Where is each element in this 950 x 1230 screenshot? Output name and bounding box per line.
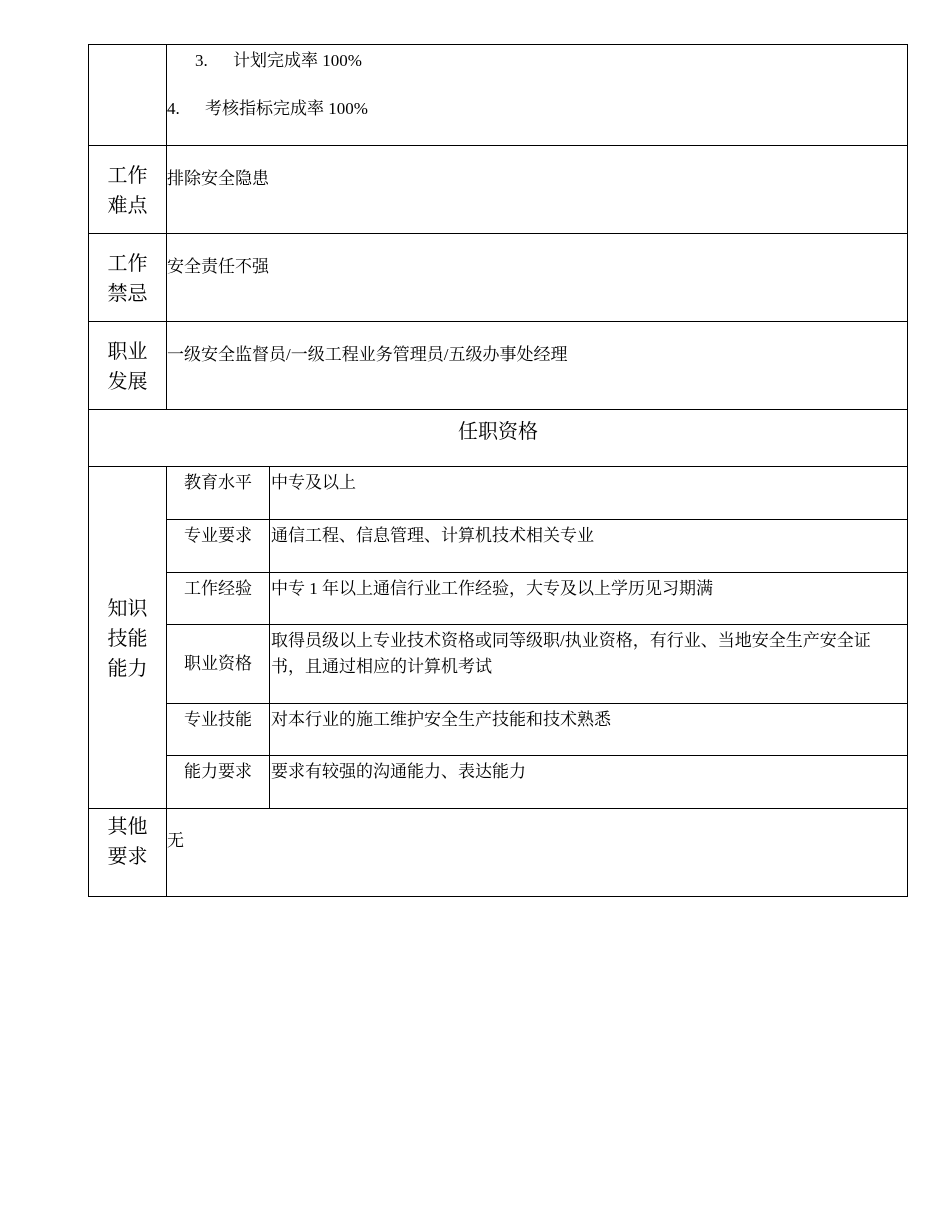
label-line: 职业 [107, 338, 148, 363]
qualification-row [89, 573, 908, 625]
target-number: 3. [195, 51, 208, 70]
qualification-value: 对本行业的施工维护安全生产技能和技术熟悉 [270, 704, 908, 756]
target-number: 4. [167, 99, 180, 118]
label-line: 要求 [107, 844, 148, 868]
career-row [89, 322, 908, 410]
label-line: 发展 [107, 368, 148, 393]
label-line: 工作 [107, 162, 148, 187]
qualification-label: 工作经验 [167, 573, 270, 625]
label-line: 工作 [107, 250, 148, 275]
taboo-row [89, 234, 908, 322]
other-value: 无 [167, 809, 908, 897]
targets-label-cell [89, 45, 167, 146]
target-item [167, 96, 907, 122]
career-value: 一级安全监督员/一级工程业务管理员/五级办事处经理 [167, 322, 908, 410]
qualification-row [89, 520, 908, 573]
qualification-label: 职业资格 [167, 625, 270, 704]
qualifications-header-row [89, 410, 908, 467]
qualification-label: 教育水平 [167, 467, 270, 520]
qualification-value: 中专及以上 [270, 467, 908, 520]
difficulty-value: 排除安全隐患 [167, 146, 908, 234]
targets-row [89, 45, 908, 146]
difficulty-label [89, 146, 167, 234]
qualification-value: 中专 1 年以上通信行业工作经验，大专及以上学历见习期满 [270, 573, 908, 625]
label-line: 其他 [107, 814, 148, 838]
qualification-label: 专业技能 [167, 704, 270, 756]
career-label [89, 322, 167, 410]
other-label [89, 809, 167, 897]
label-line: 技能 [107, 625, 148, 650]
targets-cell [167, 45, 908, 146]
qualification-value: 通信工程、信息管理、计算机技术相关专业 [270, 520, 908, 573]
qualification-label: 专业要求 [167, 520, 270, 573]
qualification-row [89, 704, 908, 756]
difficulty-row [89, 146, 908, 234]
target-text: 考核指标完成率 100% [205, 99, 368, 118]
qualification-value: 要求有较强的沟通能力、表达能力 [270, 756, 908, 809]
qualification-row [89, 467, 908, 520]
taboo-value: 安全责任不强 [167, 234, 908, 322]
target-item [167, 48, 907, 74]
label-line: 知识 [107, 595, 148, 620]
taboo-label [89, 234, 167, 322]
job-description-table [88, 44, 908, 897]
qualification-row [89, 756, 908, 809]
knowledge-skills-label [89, 467, 167, 809]
qualification-row [89, 625, 908, 704]
target-text: 计划完成率 100% [233, 51, 362, 70]
qualification-label: 能力要求 [167, 756, 270, 809]
label-line: 难点 [107, 192, 148, 217]
other-row [89, 809, 908, 897]
label-line: 能力 [107, 655, 148, 680]
label-line: 禁忌 [107, 280, 148, 305]
qualifications-title: 任职资格 [89, 410, 908, 467]
qualification-value: 取得员级以上专业技术资格或同等级职/执业资格，有行业、当地安全生产安全证书，且通过相应的计算机考试 [270, 625, 908, 704]
